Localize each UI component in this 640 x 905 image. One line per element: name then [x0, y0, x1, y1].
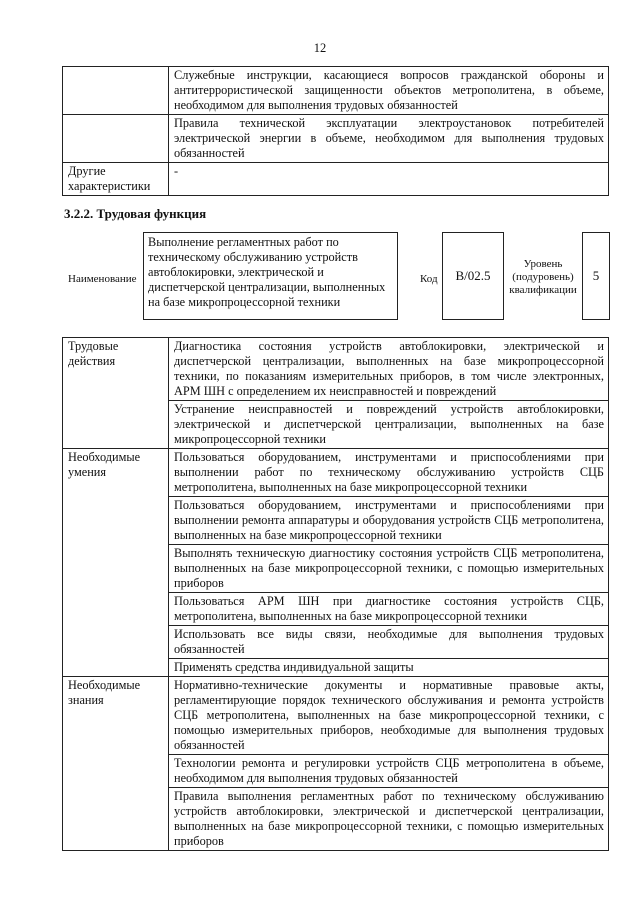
- skill-item: Пользоваться оборудованием, инструментами и приспособлениями при выполнении ремонта аппаратуры и оборудования устройств СЦБ метрополитена, выполненных на базе микропроцессорной техники: [169, 497, 609, 545]
- function-details-table: [62, 337, 609, 851]
- row-label-other-characteristics: Другие характеристики: [63, 163, 169, 196]
- row-text: Правила технической эксплуатации электроустановок потребителей электрической энергии в объеме, необходимом для выполнения трудовых обязанностей: [169, 115, 609, 163]
- function-name-box: Выполнение регламентных работ по техническому обслуживанию устройств автоблокировки, электрической и диспетчерской централизации, выполненных на базе микропроцессорной техники: [143, 232, 398, 320]
- labor-action-item: Диагностика состояния устройств автоблокировки, электрической и диспетчерской централизации, выполненных на базе микропроцессорной техники, по показаниям измерительных приборов, в том числе электронных, АРМ ШН с определением их неисправностей и повреждений: [169, 338, 609, 401]
- table-row: [63, 338, 609, 401]
- table-row: [63, 163, 609, 196]
- group-label-required-knowledge: Необходимые знания: [63, 677, 169, 851]
- knowledge-item: Технологии ремонта и регулировки устройств СЦБ метрополитена в объеме, необходимом для выполнения трудовых обязанностей: [169, 755, 609, 788]
- skill-item: Выполнять техническую диагностику состояния устройств СЦБ метрополитена, выполненных на базе микропроцессорной техники, с помощью измерительных приборов: [169, 545, 609, 593]
- section-heading: 3.2.2. Трудовая функция: [64, 206, 207, 221]
- table-row: [63, 115, 609, 163]
- qualification-level-box: 5: [582, 232, 610, 320]
- row-text: -: [169, 163, 609, 196]
- qualification-level-label: Уровень (подуровень) квалификации: [509, 258, 577, 296]
- name-label: Наименование: [68, 273, 137, 285]
- knowledge-item: Нормативно-технические документы и нормативные правовые акты, регламентирующие порядок технического обслуживания и ремонта устройств СЦБ метрополитена, выполненных на базе микропроцессорной техники, с помощью измерительных приборов, необходимые для выполнения трудовых обязанностей: [169, 677, 609, 755]
- page-number: 12: [313, 41, 327, 55]
- function-code-box: B/02.5: [442, 232, 504, 320]
- labor-action-item: Устранение неисправностей и повреждений устройств автоблокировки, электрической и диспетчерской централизации, выполненных на базе микропроцессорной техники: [169, 401, 609, 449]
- row-label: [63, 67, 169, 115]
- table-row: [63, 677, 609, 755]
- skill-item: Применять средства индивидуальной защиты: [169, 659, 609, 677]
- row-text: Служебные инструкции, касающиеся вопросов гражданской обороны и антитеррористической защищенности объектов метрополитена, в объеме, необходимом для выполнения трудовых обязанностей: [169, 67, 609, 115]
- group-label-labor-actions: Трудовые действия: [63, 338, 169, 449]
- table-row: [63, 449, 609, 497]
- table-row: [63, 67, 609, 115]
- row-label: [63, 115, 169, 163]
- skill-item: Пользоваться АРМ ШН при диагностике состояния устройств СЦБ, метрополитена, выполненных на базе микропроцессорной техники: [169, 593, 609, 626]
- knowledge-item: Правила выполнения регламентных работ по техническому обслуживанию устройств автоблокировки, электрической и диспетчерской централизации, выполненных на базе микропроцессорной техники, с помощью измерительных приборов: [169, 788, 609, 851]
- skill-item: Пользоваться оборудованием, инструментами и приспособлениями при выполнении работ по техническому обслуживанию устройств СЦБ метрополитена, выполненных на базе микропроцессорной техники: [169, 449, 609, 497]
- skill-item: Использовать все виды связи, необходимые для выполнения трудовых обязанностей: [169, 626, 609, 659]
- continuation-table: [62, 66, 609, 196]
- code-label: Код: [420, 273, 438, 285]
- group-label-required-skills: Необходимые умения: [63, 449, 169, 677]
